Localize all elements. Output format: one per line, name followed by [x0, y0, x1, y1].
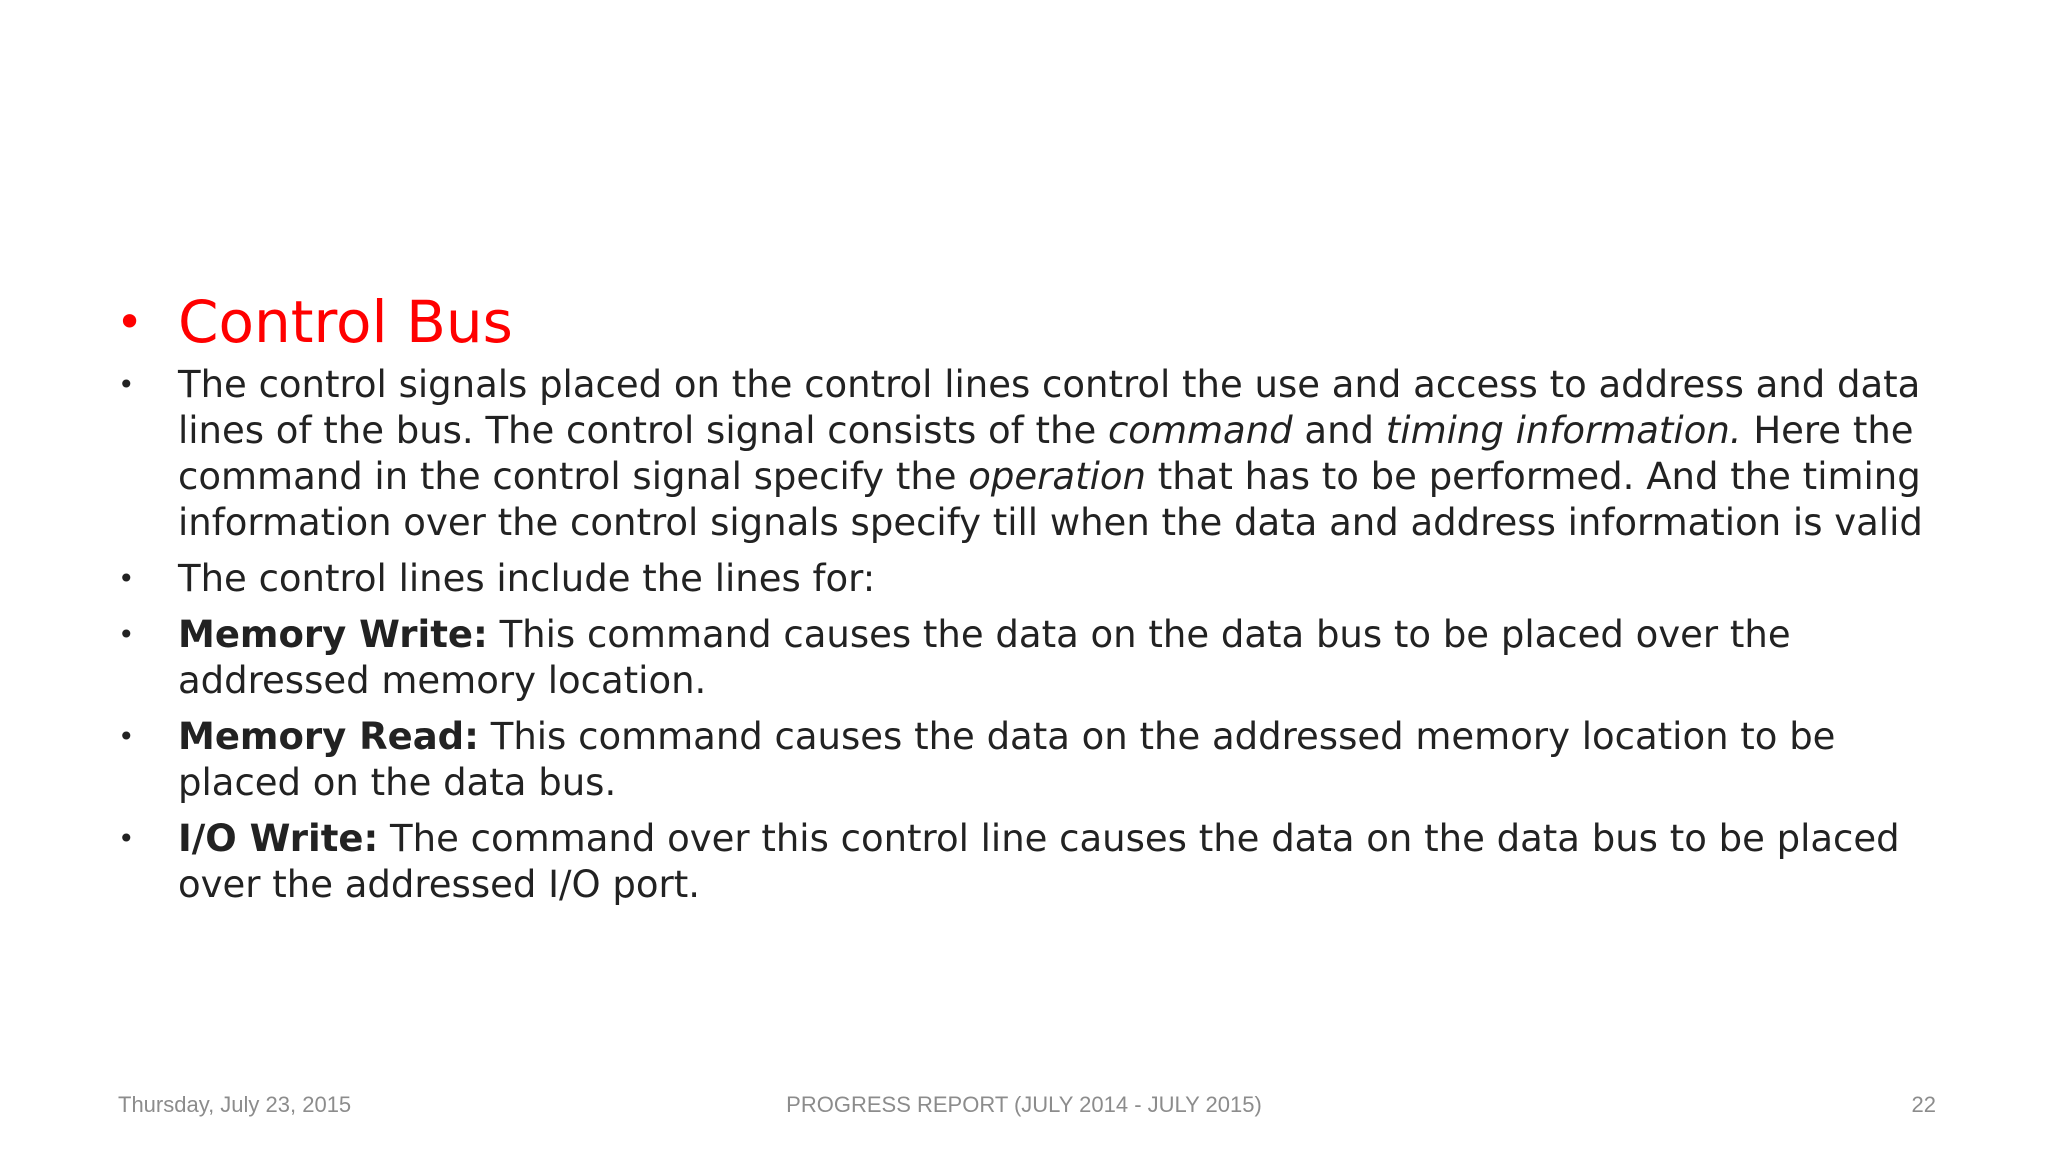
- bullet-control-lines: [112, 556, 1952, 602]
- bullet-text: and: [1292, 409, 1386, 452]
- term-memory-read: Memory Read:: [178, 715, 479, 758]
- bullet-text: The command over this control line causes the data on the data bus to be placed over the addressed I/O port.: [178, 817, 1900, 906]
- term-io-write: I/O Write:: [178, 817, 379, 860]
- bullet-dot: •: [118, 618, 135, 651]
- bullet-memory-read: [112, 714, 1952, 806]
- bullet-dot: •: [118, 720, 135, 753]
- bullet-text: that has to be performed. And the timing information over the control signals specify till when the data and address information is valid: [178, 455, 1923, 544]
- heading-bullet: [112, 286, 1952, 358]
- bullet-text: This command causes the data on the addressed memory location to be placed on the data bus.: [178, 715, 1836, 804]
- footer-page-number: 22: [1911, 1092, 1936, 1117]
- bullet-dot: •: [118, 562, 135, 595]
- slide-content: [112, 286, 1952, 918]
- bullet-text: This command causes the data on the data bus to be placed over the addressed memory location.: [178, 613, 1791, 702]
- bullet-io-write: [112, 816, 1952, 908]
- bullet-memory-write: [112, 612, 1952, 704]
- footer-title: PROGRESS REPORT (JULY 2014 - JULY 2015): [786, 1092, 1262, 1117]
- slide-heading: Control Bus: [178, 288, 513, 356]
- term-memory-write: Memory Write:: [178, 613, 488, 656]
- bullet-control-signals: [112, 362, 1952, 546]
- bullet-dot: •: [118, 368, 135, 401]
- emphasis-command: command: [1107, 409, 1293, 452]
- emphasis-timing-information: timing information.: [1385, 409, 1742, 452]
- bullet-text: The control lines include the lines for:: [178, 557, 876, 600]
- bullet-dot: •: [116, 295, 144, 349]
- bullet-text: The control signals placed on the control lines control the use and access to address and data lines of the bus. The control signal consists of the: [178, 363, 1921, 452]
- bullet-dot: •: [118, 822, 135, 855]
- footer-date: Thursday, July 23, 2015: [118, 1092, 352, 1117]
- bullet-text: Here the command in the control signal specify the: [178, 409, 1914, 498]
- emphasis-operation: operation: [968, 455, 1146, 498]
